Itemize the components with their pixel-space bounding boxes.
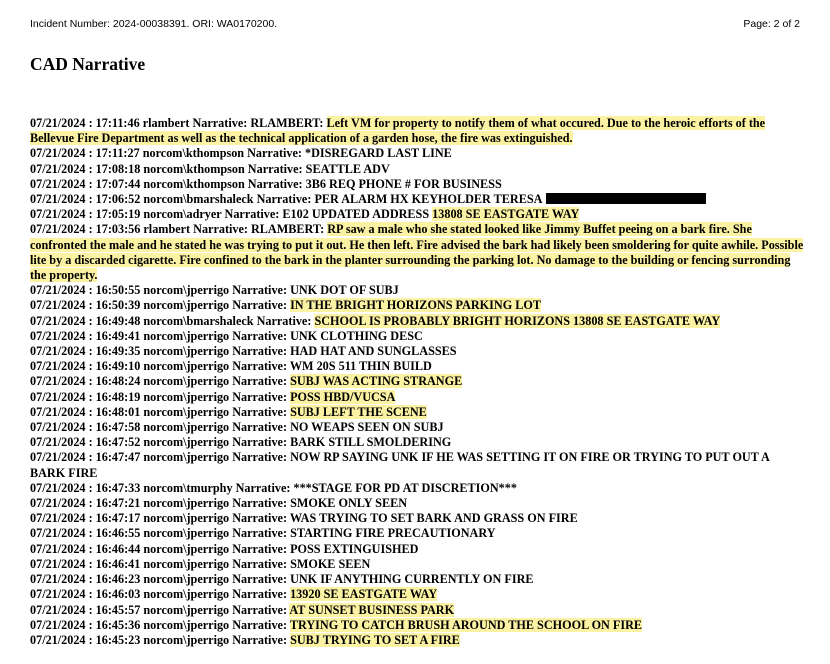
narrative-entry — [30, 314, 805, 329]
entry-prefix: 07/21/2024 : 16:47:17 norcom\jperrigo Narrative: — [30, 511, 288, 526]
highlighted-entry-text: SUBJ TRYING TO SET A FIRE — [290, 632, 460, 647]
entry-text: UNK IF ANYTHING CURRENTLY ON FIRE — [290, 572, 534, 587]
entry-prefix: 07/21/2024 : 16:47:58 norcom\jperrigo Narrative: — [30, 420, 288, 435]
entry-prefix: 07/21/2024 : 16:47:21 norcom\jperrigo Narrative: — [30, 496, 288, 511]
entry-text: STARTING FIRE PRECAUTIONARY — [290, 526, 496, 541]
narrative-entry — [30, 511, 805, 526]
page-title: CAD Narrative — [30, 54, 146, 74]
narrative-entry — [30, 192, 805, 207]
entry-prefix: 07/21/2024 : 16:46:55 norcom\jperrigo Narrative: — [30, 526, 288, 541]
highlighted-entry-text: TRYING TO CATCH BRUSH AROUND THE SCHOOL ON FIRE — [289, 617, 643, 632]
narrative-entry — [30, 146, 805, 161]
entry-prefix: 07/21/2024 : 16:49:35 norcom\jperrigo Narrative: — [30, 344, 288, 359]
narrative-entry — [30, 283, 805, 298]
entry-text: NOW RP SAYING UNK IF HE WAS SETTING IT ON FIRE OR TRYING TO PUT OUT A BARK FIRE — [30, 450, 770, 480]
entry-text: UNK DOT OF SUBJ — [290, 283, 399, 298]
entry-text: SEATTLE ADV — [305, 161, 390, 176]
entry-prefix: 07/21/2024 : 16:45:23 norcom\jperrigo Narrative: — [30, 632, 288, 647]
highlighted-entry-text: 13920 SE EASTGATE WAY — [290, 587, 438, 602]
narrative-entry — [30, 162, 805, 177]
entry-prefix: 07/21/2024 : 17:08:18 norcom\kthompson Narrative: — [30, 161, 303, 176]
narrative-entry — [30, 207, 805, 222]
entry-prefix: 07/21/2024 : 16:45:36 norcom\jperrigo Narrative: — [30, 617, 288, 632]
highlighted-entry-text: AT SUNSET BUSINESS PARK — [289, 602, 455, 617]
entry-prefix: 07/21/2024 : 16:46:44 norcom\jperrigo Narrative: — [30, 541, 288, 556]
narrative-entry — [30, 420, 805, 435]
entry-prefix: 07/21/2024 : 17:06:52 norcom\bmarshaleck Narrative: — [30, 192, 312, 207]
entry-text: HAD HAT AND SUNGLASSES — [290, 344, 457, 359]
entry-prefix: 07/21/2024 : 16:48:19 norcom\jperrigo Narrative: — [30, 389, 288, 404]
narrative-entry — [30, 496, 805, 511]
narrative-entry — [30, 542, 805, 557]
narrative-entry — [30, 405, 805, 420]
entry-prefix: 07/21/2024 : 16:50:39 norcom\jperrigo Narrative: — [30, 298, 288, 313]
entry-prefix: 07/21/2024 : 16:47:33 norcom\tmurphy Narrative: — [30, 480, 291, 495]
narrative-entry — [30, 587, 805, 602]
narrative-entry — [30, 222, 805, 283]
redaction-bar — [546, 193, 706, 204]
highlighted-entry-text: IN THE BRIGHT HORIZONS PARKING LOT — [290, 298, 541, 313]
entry-prefix: 07/21/2024 : 17:03:56 rlambert Narrative: RLAMBERT: — [30, 222, 325, 237]
highlighted-entry-text: SUBJ LEFT THE SCENE — [290, 404, 427, 419]
narrative-entry — [30, 359, 805, 374]
entry-text: PER ALARM HX KEYHOLDER TERESA — [314, 192, 543, 207]
entry-prefix: 07/21/2024 : 17:07:44 norcom\kthompson Narrative: — [30, 176, 303, 191]
highlighted-entry-text: POSS HBD/VUCSA — [290, 389, 396, 404]
highlighted-entry-text: SCHOOL IS PROBABLY BRIGHT HORIZONS 13808 SE EASTGATE WAY — [314, 313, 721, 328]
entry-prefix: 07/21/2024 : 16:49:10 norcom\jperrigo Narrative: — [30, 359, 288, 374]
entry-text: POSS EXTINGUISHED — [290, 541, 419, 556]
entry-prefix: 07/21/2024 : 16:46:03 norcom\jperrigo Narrative: — [30, 587, 288, 602]
entry-prefix: 07/21/2024 : 16:48:01 norcom\jperrigo Narrative: — [30, 404, 288, 419]
entry-text: NO WEAPS SEEN ON SUBJ — [290, 420, 444, 435]
narrative-entry — [30, 526, 805, 541]
entry-prefix: 07/21/2024 : 16:47:47 norcom\jperrigo Narrative: — [30, 450, 288, 465]
narrative-entry — [30, 450, 805, 480]
narrative-entry — [30, 390, 805, 405]
narrative-entry — [30, 116, 805, 146]
entry-prefix: 07/21/2024 : 16:46:23 norcom\jperrigo Narrative: — [30, 572, 288, 587]
page-header — [30, 18, 800, 30]
entry-text: ***STAGE FOR PD AT DISCRETION*** — [293, 480, 517, 495]
entry-text: UNK CLOTHING DESC — [290, 328, 423, 343]
entry-text: SMOKE ONLY SEEN — [290, 496, 408, 511]
entry-prefix: 07/21/2024 : 16:46:41 norcom\jperrigo Narrative: — [30, 556, 288, 571]
narrative-log — [30, 116, 805, 648]
page-number: Page: 2 of 2 — [743, 18, 800, 30]
entry-text: *DISREGARD LAST LINE — [305, 146, 452, 161]
entry-text: SMOKE SEEN — [290, 556, 371, 571]
entry-prefix: 07/21/2024 : 16:49:48 norcom\bmarshaleck Narrative: — [30, 313, 312, 328]
narrative-entry — [30, 633, 805, 648]
narrative-entry — [30, 374, 805, 389]
entry-prefix: 07/21/2024 : 17:05:19 norcom\adryer Narrative: E102 UPDATED ADDRESS — [30, 207, 430, 222]
highlighted-entry-text: SUBJ WAS ACTING STRANGE — [290, 374, 463, 389]
entry-prefix: 07/21/2024 : 16:49:41 norcom\jperrigo Narrative: — [30, 328, 288, 343]
entry-prefix: 07/21/2024 : 16:47:52 norcom\jperrigo Narrative: — [30, 435, 288, 450]
narrative-entry — [30, 344, 805, 359]
highlighted-entry-text: RP saw a male who she stated looked like Jimmy Buffet peeing on a bark fire. She confronted the male and he stated he was trying to put it out. He then left. Fire advised the bark had likely been smoldering for quite awhile. Possible lite by a discarded cigarette. Fire confined to the bark in the planter surrounding the parking lot. No damage to the building or fencing surronding the property. — [30, 222, 804, 283]
incident-info: Incident Number: 2024-00038391. ORI: WA0170200. — [30, 18, 278, 30]
highlighted-entry-text: Left VM for property to notify them of what occured. Due to the heroic efforts of the Bellevue Fire Department as well as the technical application of a garden hose, the fire was extinguished. — [30, 116, 766, 146]
entry-prefix: 07/21/2024 : 16:45:57 norcom\jperrigo Narrative: — [30, 602, 288, 617]
narrative-entry — [30, 298, 805, 313]
entry-prefix: 07/21/2024 : 16:50:55 norcom\jperrigo Narrative: — [30, 283, 288, 298]
narrative-entry — [30, 177, 805, 192]
entry-prefix: 07/21/2024 : 17:11:46 rlambert Narrative: RLAMBERT: — [30, 116, 324, 130]
entry-text: 3B6 REQ PHONE # FOR BUSINESS — [305, 176, 502, 191]
entry-text: BARK STILL SMOLDERING — [290, 435, 452, 450]
narrative-entry — [30, 481, 805, 496]
narrative-entry — [30, 618, 805, 633]
entry-text: WM 20S 511 THIN BUILD — [289, 359, 432, 374]
narrative-entry — [30, 603, 805, 618]
entry-prefix: 07/21/2024 : 16:48:24 norcom\jperrigo Narrative: — [30, 374, 288, 389]
highlighted-entry-text: 13808 SE EASTGATE WAY — [432, 207, 580, 222]
narrative-entry — [30, 572, 805, 587]
narrative-entry — [30, 435, 805, 450]
narrative-entry — [30, 329, 805, 344]
entry-text: WAS TRYING TO SET BARK AND GRASS ON FIRE — [289, 511, 578, 526]
entry-prefix: 07/21/2024 : 17:11:27 norcom\kthompson Narrative: — [30, 146, 302, 161]
narrative-entry — [30, 557, 805, 572]
